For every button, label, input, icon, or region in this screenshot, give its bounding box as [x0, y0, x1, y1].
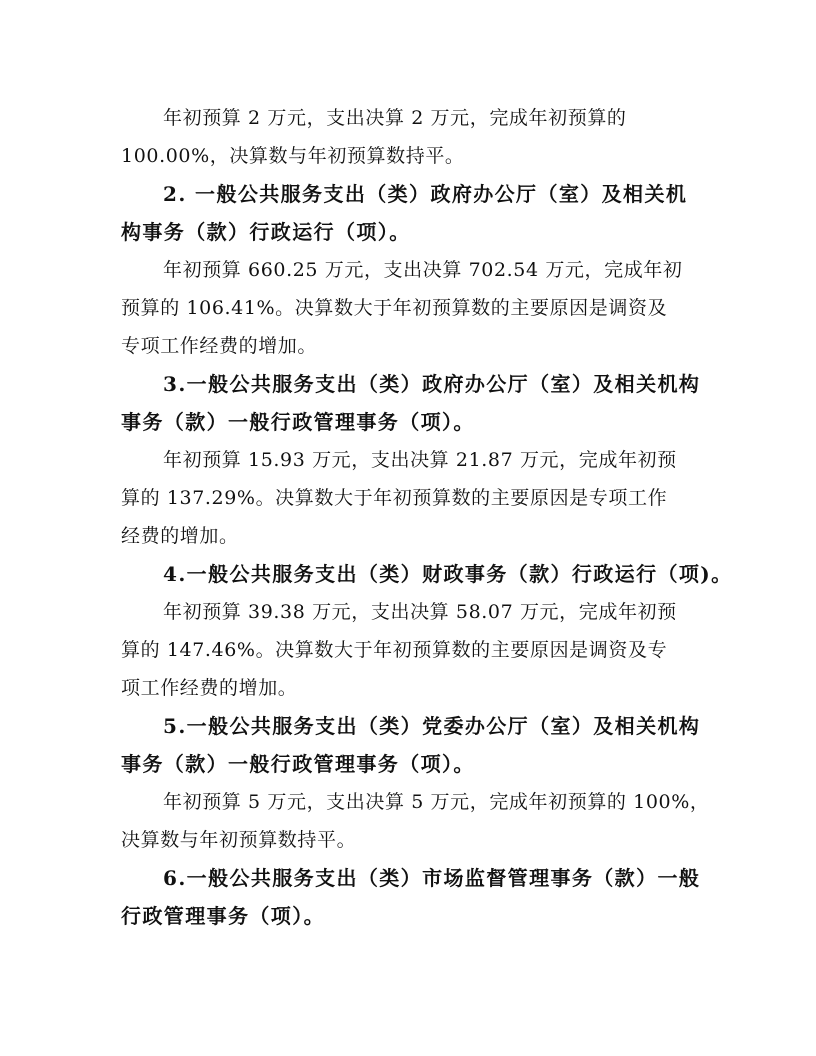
body-text-line: 决算数与年初预算数持平。 [121, 829, 357, 851]
section-heading-6: 6.一般公共服务支出（类）市场监督管理事务（款）一般 [163, 866, 701, 890]
section-heading-2: 2. 一般公共服务支出（类）政府办公厅（室）及相关机 [163, 182, 688, 206]
section-heading-3: 3.一般公共服务支出（类）政府办公厅（室）及相关机构 [163, 372, 701, 396]
section-heading-5: 5.一般公共服务支出（类）党委办公厅（室）及相关机构 [163, 714, 701, 738]
body-text-line: 预算的 106.41%。决算数大于年初预算数的主要原因是调资及 [121, 297, 668, 319]
section-heading-6-cont: 行政管理事务（项）。 [121, 904, 325, 928]
body-text-line: 年初预算 39.38 万元，支出决算 58.07 万元，完成年初预 [163, 601, 677, 623]
body-text-line: 年初预算 5 万元，支出决算 5 万元，完成年初预算的 100%， [163, 791, 710, 813]
body-text-line: 100.00%，决算数与年初预算数持平。 [121, 145, 465, 167]
section-heading-2-cont: 构事务（款）行政运行（项）。 [121, 220, 411, 244]
body-text-line: 算的 147.46%。决算数大于年初预算数的主要原因是调资及专 [121, 639, 668, 661]
body-text-line: 算的 137.29%。决算数大于年初预算数的主要原因是专项工作 [121, 487, 668, 509]
body-text-line: 经费的增加。 [121, 525, 239, 547]
body-text-line: 年初预算 15.93 万元，支出决算 21.87 万元，完成年初预 [163, 449, 677, 471]
body-text-line: 年初预算 2 万元，支出决算 2 万元，完成年初预算的 [163, 107, 627, 129]
body-text-line: 项工作经费的增加。 [121, 677, 298, 699]
section-heading-3-cont: 事务（款）一般行政管理事务（项）。 [121, 410, 475, 434]
body-text-line: 专项工作经费的增加。 [121, 335, 318, 357]
section-heading-4: 4.一般公共服务支出（类）财政事务（款）行政运行（项)。 [163, 562, 733, 586]
body-text-line: 年初预算 660.25 万元，支出决算 702.54 万元，完成年初 [163, 259, 683, 281]
section-heading-5-cont: 事务（款）一般行政管理事务（项）。 [121, 752, 475, 776]
